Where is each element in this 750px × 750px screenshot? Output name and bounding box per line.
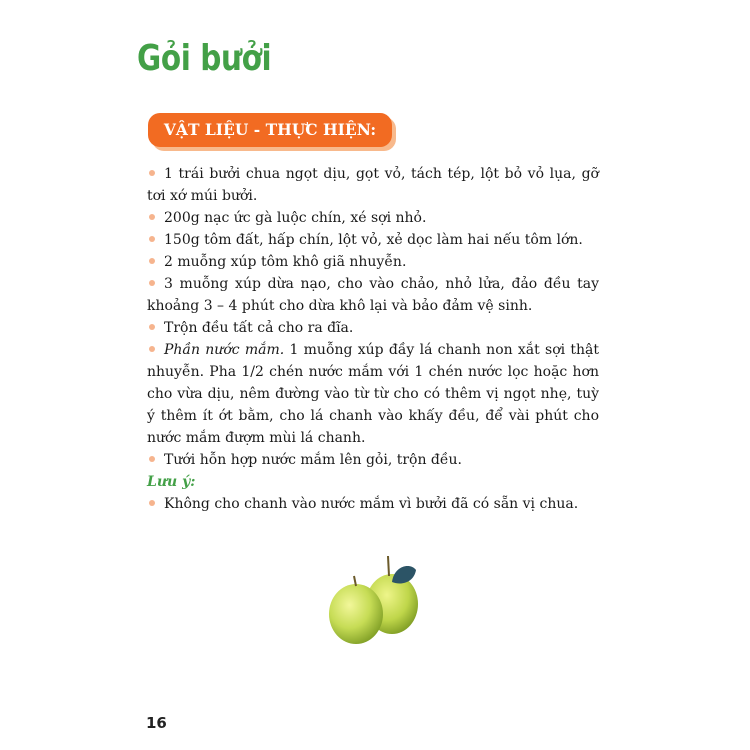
- bullet-icon: [149, 324, 155, 330]
- sauce-item: [147, 339, 599, 449]
- bullet-icon: [149, 500, 155, 506]
- pomelo-illustration: [322, 552, 432, 652]
- ingredient-item: 3 muỗng xúp dừa nạo, cho vào chảo, nhỏ lửa, đảo đều tay khoảng 3 – 4 phút cho dừa khô lại và bảo đảm vệ sinh.: [147, 276, 599, 314]
- bullet-icon: [149, 280, 155, 286]
- page-title: Gỏi bưởi: [137, 38, 272, 79]
- bullet-icon: [149, 456, 155, 462]
- sauce-text: 1 muỗng xúp đầy lá chanh non xắt sợi thật nhuyễn. Pha 1/2 chén nước mắm với 1 chén nước lọc hoặc hơn cho vừa dịu, nêm đường vào từ từ cho có thêm vị ngọt nhẹ, tuỳ ý thêm ít ớt bằm, cho lá chanh vào khấy đều, để vài phút cho nước mắm đượm mùi lá chanh.: [147, 342, 599, 446]
- final-step-item: Tưới hỗn hợp nước mắm lên gỏi, trộn đều.: [147, 449, 599, 471]
- ingredient-item: 200g nạc ức gà luộc chín, xé sợi nhỏ.: [147, 207, 599, 229]
- recipe-content: [147, 163, 599, 515]
- bullet-icon: [149, 214, 155, 220]
- stem-back: [388, 556, 389, 576]
- ingredient-item: 1 trái bưởi chua ngọt dịu, gọt vỏ, tách tép, lột bỏ vỏ lụa, gỡ tơi xớ múi bưởi.: [147, 166, 599, 204]
- ingredient-item: 2 muỗng xúp tôm khô giã nhuyễn.: [147, 251, 599, 273]
- bullet-icon: [149, 236, 155, 242]
- note-item: Không cho chanh vào nước mắm vì bưởi đã có sẵn vị chua.: [147, 493, 599, 515]
- note-label: Lưu ý:: [147, 474, 196, 490]
- bullet-icon: [149, 170, 155, 176]
- section-heading: VẬT LIỆU - THỰC HIỆN:: [163, 120, 377, 139]
- bullet-icon: [149, 346, 155, 352]
- sauce-label: Phần nước mắm.: [164, 342, 285, 358]
- ingredient-item: 150g tôm đất, hấp chín, lột vỏ, xẻ dọc làm hai nếu tôm lớn.: [147, 229, 599, 251]
- ingredient-item: Trộn đều tất cả cho ra đĩa.: [147, 317, 599, 339]
- page-number: 16: [146, 714, 167, 732]
- pomelo-front: [329, 584, 383, 644]
- bullet-icon: [149, 258, 155, 264]
- section-badge: [148, 113, 392, 147]
- leaf-icon: [392, 566, 416, 584]
